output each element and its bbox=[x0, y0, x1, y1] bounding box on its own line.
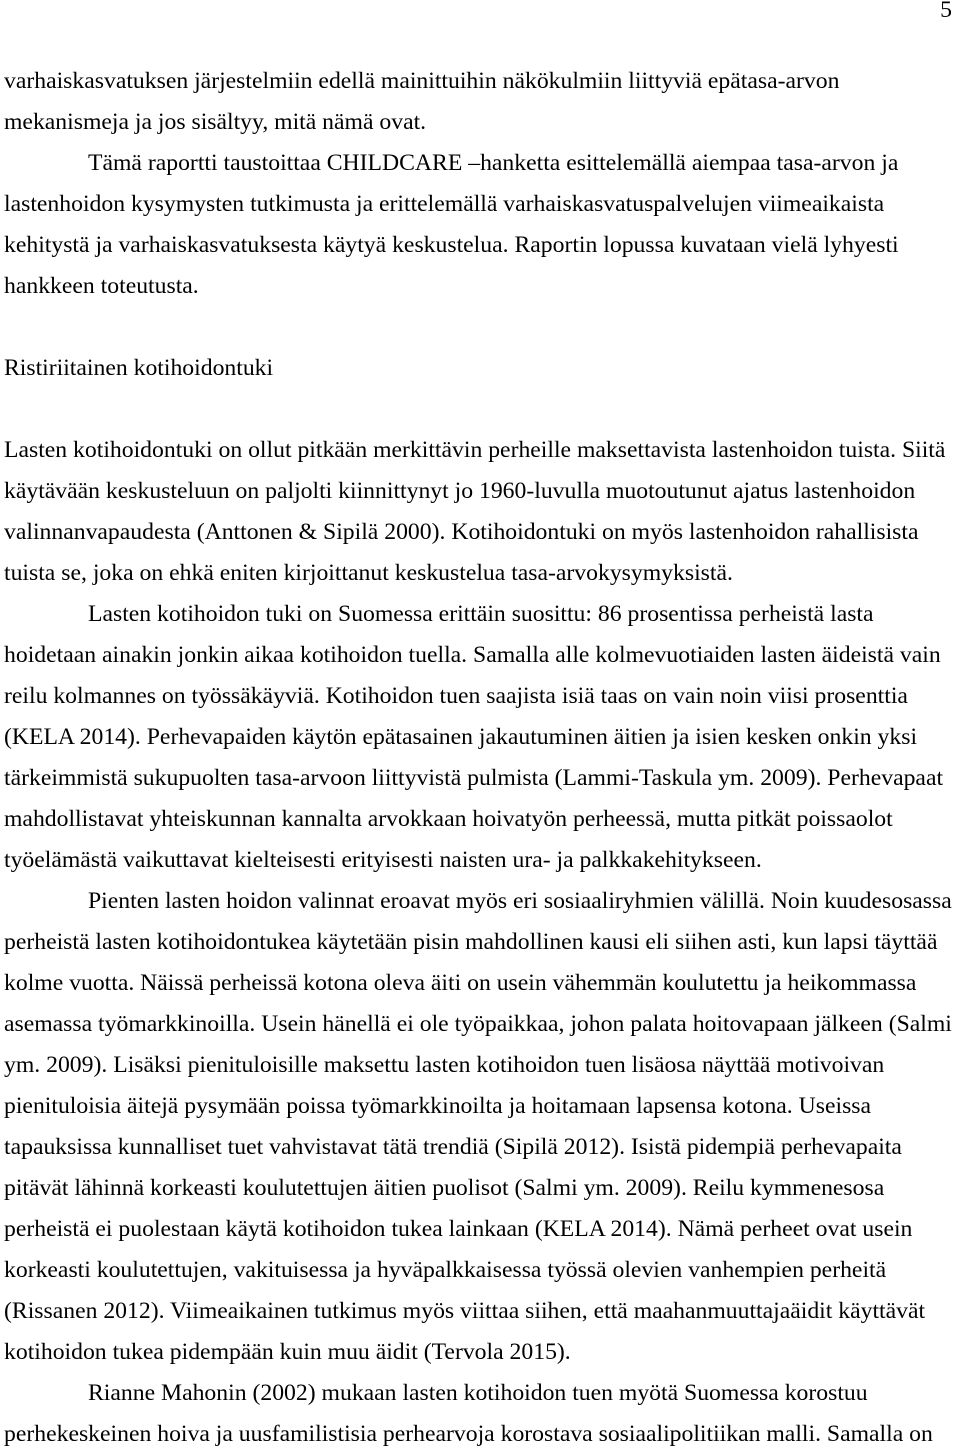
paragraph bbox=[4, 601, 956, 873]
text-line: pienituloisia äitejä pysymään poissa työmarkkinoilta ja hoitamaan lapsensa kotona. Useissa bbox=[4, 1093, 872, 1119]
text-line: lastenhoidon kysymysten tutkimusta ja erittelemällä varhaiskasvatuspalvelujen viimeaikaista bbox=[4, 191, 885, 217]
text-line: pitävät lähinnä korkeasti koulutettujen äitien puolisot (Salmi ym. 2009). Reilu kymmenesosa bbox=[4, 1175, 885, 1201]
text-line: perhekeskeinen hoiva ja uusfamilistisia perhearvoja korostava sosiaalipolitiikan malli. Samalla on bbox=[4, 1421, 933, 1447]
text-line: reilu kolmannes on työssäkäyviä. Kotihoidon tuen saajista isiä taas on vain noin viisi prosenttia bbox=[4, 683, 908, 709]
paragraph bbox=[4, 888, 956, 1365]
text-line: ym. 2009). Lisäksi pienituloisille maksettu lasten kotihoidon tuen lisäosa näyttää motivoivan bbox=[4, 1052, 885, 1078]
text-line: mekanismeja ja jos sisältyy, mitä nämä ovat. bbox=[4, 109, 427, 135]
text-line: Lasten kotihoidontuki on ollut pitkään merkittävin perheille maksettavista lastenhoidon tuista. Siitä bbox=[4, 437, 946, 463]
text-line: varhaiskasvatuksen järjestelmiin edellä mainittuihin näkökulmiin liittyviä epätasa-arvon bbox=[4, 68, 840, 94]
text-line: Rianne Mahonin (2002) mukaan lasten kotihoidon tuen myötä Suomessa korostuu bbox=[88, 1380, 868, 1406]
paragraph bbox=[4, 437, 956, 586]
text-line: hoidetaan ainakin jonkin aikaa kotihoidon tuella. Samalla alle kolmevuotiaiden lasten äideistä vain bbox=[4, 642, 941, 668]
text-line: (Rissanen 2012). Viimeaikainen tutkimus myös viittaa siihen, että maahanmuuttajaäidit käyttävät bbox=[4, 1298, 926, 1324]
paragraph-intro bbox=[4, 150, 956, 299]
text-line: hankkeen toteutusta. bbox=[4, 273, 199, 299]
text-line: perheistä lasten kotihoidontukea käytetään pisin mahdollinen kausi eli siihen asti, kun lapsi täyttää bbox=[4, 929, 938, 955]
section-heading: Ristiriitainen kotihoidontuki bbox=[4, 355, 274, 381]
text-line: työelämästä vaikuttavat kielteisesti erityisesti naisten ura- ja palkkakehitykseen. bbox=[4, 847, 762, 873]
text-line: valinnanvapaudesta (Anttonen & Sipilä 2000). Kotihoidontuki on myös lastenhoidon rahallisista bbox=[4, 519, 919, 545]
text-line: tapauksissa kunnalliset tuet vahvistavat tätä trendiä (Sipilä 2012). Isistä pidempiä perhevapaita bbox=[4, 1134, 902, 1160]
page-number: 5 bbox=[940, 0, 952, 23]
text-line: (KELA 2014). Perhevapaiden käytön epätasainen jakautuminen äitien ja isien kesken onkin yksi bbox=[4, 724, 918, 750]
text-line: asemassa työmarkkinoilla. Usein hänellä ei ole työpaikkaa, johon palata hoitovapaan jälkeen (Salmi bbox=[4, 1011, 952, 1037]
text-line: perheistä ei puolestaan käytä kotihoidon tukea lainkaan (KELA 2014). Nämä perheet ovat usein bbox=[4, 1216, 913, 1242]
text-line: Pienten lasten hoidon valinnat eroavat myös eri sosiaaliryhmien välillä. Noin kuudesosassa bbox=[88, 888, 952, 914]
text-line: tuista se, joka on ehkä eniten kirjoittanut keskustelua tasa-arvokysymyksistä. bbox=[4, 560, 733, 586]
text-line: mahdollistavat yhteiskunnan kannalta arvokkaan hoivatyön perheessä, mutta pitkät poissaolot bbox=[4, 806, 893, 832]
paragraph bbox=[4, 1380, 956, 1447]
document-body bbox=[4, 68, 956, 1447]
text-line: korkeasti koulutettujen, vakituisessa ja hyväpalkkaisessa työssä olevien vanhempien perheitä bbox=[4, 1257, 887, 1283]
text-line: Lasten kotihoidon tuki on Suomessa erittäin suosittu: 86 prosentissa perheistä lasta bbox=[88, 601, 874, 627]
text-line: kotihoidon tukea pidempään kuin muu äidit (Tervola 2015). bbox=[4, 1339, 571, 1365]
text-line: kehitystä ja varhaiskasvatuksesta käytyä keskustelua. Raportin lopussa kuvataan vielä lyhyesti bbox=[4, 232, 899, 258]
text-line: kolme vuotta. Näissä perheissä kotona oleva äiti on usein vähemmän koulutettu ja heikommassa bbox=[4, 970, 917, 996]
text-line: tärkeimmistä sukupuolten tasa-arvoon liittyvistä pulmista (Lammi-Taskula ym. 2009). Perhevapaat bbox=[4, 765, 944, 791]
paragraph-continuation bbox=[4, 68, 956, 135]
text-line: Tämä raportti taustoittaa CHILDCARE –hanketta esittelemällä aiempaa tasa-arvon ja bbox=[88, 150, 899, 176]
text-line: käytävään keskusteluun on paljolti kiinnittynyt jo 1960-luvulla muotoutunut ajatus lastenhoidon bbox=[4, 478, 916, 504]
